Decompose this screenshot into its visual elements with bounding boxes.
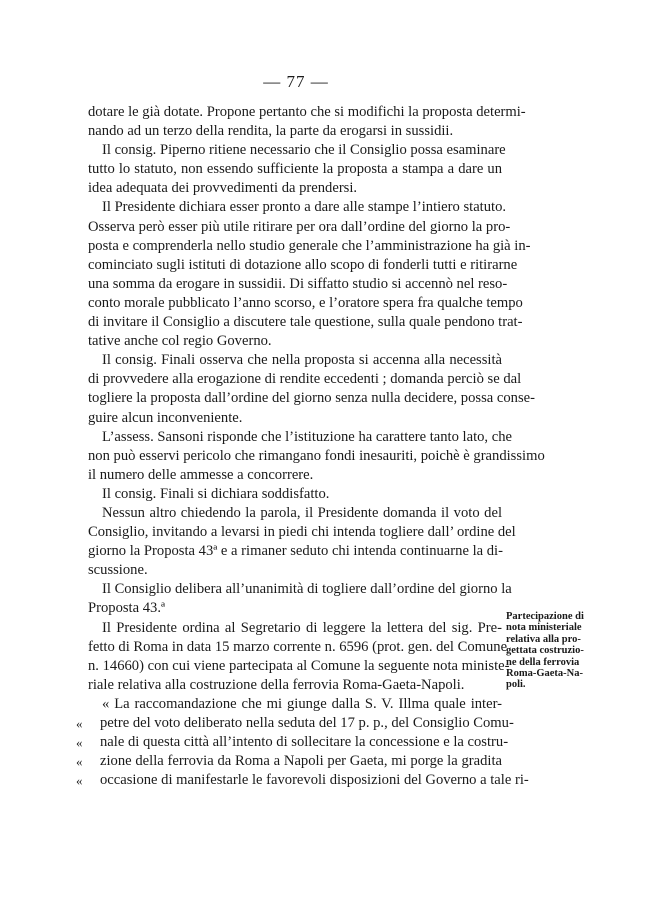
text-line: tative anche col regio Governo. [88, 333, 272, 350]
text-line [76, 714, 514, 733]
quote-mark: « [76, 754, 83, 770]
text-line: non può esservi pericolo che rimangano fondi inesauriti, poichè è grandissimo [88, 447, 545, 464]
text-line: fetto di Roma in data 15 marzo corrente n. 6596 (prot. gen. del Comune [88, 638, 508, 655]
text-line: L’assess. Sansoni risponde che l’istituzione ha carattere tanto lato, che [102, 428, 512, 445]
text-line: n. 14660) con cui viene partecipata al Comune la seguente nota ministe- [88, 657, 510, 674]
text-line: posta e comprenderla nello studio generale che l’amministrazione ha già in- [88, 237, 531, 254]
margin-note-line: poli. [506, 679, 526, 691]
text-line: nando ad un terzo della rendita, la parte da erogarsi in sussidii. [88, 123, 454, 140]
margin-note-line: Roma-Gaeta-Na- [506, 668, 583, 680]
quote-line-text: occasione di manifestarle le favorevoli disposizioni del Governo a tale ri- [100, 772, 529, 789]
text-line: il numero delle ammesse a concorrere. [88, 466, 314, 483]
text-line: togliere la proposta dall’ordine del giorno senza nulla decidere, possa conse- [88, 390, 535, 407]
text-line: idea adequata dei provvedimenti da prendersi. [88, 180, 358, 197]
margin-note-line: nota ministeriale [506, 622, 582, 634]
quote-line-text: petre del voto deliberato nella seduta del 17 p. p., del Consiglio Comu- [100, 715, 514, 731]
quote-mark: « [76, 735, 83, 751]
text-line: di provvedere alla erogazione di rendite eccedenti ; domanda perciò se dal [88, 371, 522, 388]
margin-note [506, 611, 606, 691]
margin-note-line: gettata costruzio- [506, 645, 584, 657]
text-line: conto morale pubblicato l’anno scorso, e l’oratore spera fra qualche tempo [88, 294, 523, 311]
text-line: tutto lo statuto, non essendo sufficiente la proposta a stampa a dare un [88, 161, 502, 178]
margin-note-line: ne della ferrovia [506, 656, 580, 668]
text-line: Proposta 43.ª [88, 600, 165, 617]
text-line: Il consig. Finali si dichiara soddisfatto. [102, 485, 330, 502]
text-line: Il consig. Finali osserva che nella proposta si accenna alla necessità [102, 352, 502, 369]
text-line [76, 733, 509, 752]
text-line: di invitare il Consiglio a discutere tale questione, sulla quale pendono trat- [88, 314, 523, 331]
margin-note-line: relativa alla pro- [506, 633, 581, 645]
quote-line-text: zione della ferrovia da Roma a Napoli per Gaeta, mi porge la gradita [100, 753, 502, 770]
text-line: Il consig. Piperno ritiene necessario che il Consiglio possa esaminare [102, 142, 506, 159]
text-line: guire alcun inconveniente. [88, 409, 243, 426]
quote-mark: « [76, 716, 83, 731]
text-line: Il Consiglio delibera all’unanimità di togliere dall’ordine del giorno la [102, 581, 512, 598]
text-line: scussione. [88, 562, 148, 579]
text-line [76, 752, 502, 771]
text-line: Consiglio, invitando a levarsi in piedi chi intenda togliere dall’ ordine del [88, 524, 516, 541]
text-line: Osserva però esser più utile ritirare per ora dall’ordine del giorno la pro- [88, 218, 511, 235]
text-line: Il Presidente dichiara esser pronto a dare alle stampe l’intiero statuto. [102, 199, 507, 216]
text-line: giorno la Proposta 43ª e a rimaner seduto chi intenda continuarne la di- [88, 543, 503, 560]
text-line: Il Presidente ordina al Segretario di leggere la lettera del sig. Pre- [102, 619, 502, 636]
quote-line-text: nale di questa città all’intento di sollecitare la concessione e la costru- [100, 734, 509, 751]
text-line: cominciato sugli istituti di dotazione allo scopo di fonderli tutti e ritirarne [88, 256, 518, 273]
text-line: Nessun altro chiedendo la parola, il Presidente domanda il voto del [102, 504, 502, 521]
text-line: riale relativa alla costruzione della ferrovia Roma-Gaeta-Napoli. [88, 676, 465, 693]
page-number: — 77 — [263, 72, 329, 91]
text-line: « La raccomandazione che mi giunge dalla S. V. Illma quale inter- [102, 695, 502, 712]
text-line: una somma da erogare in sussidii. Di siffatto studio si accennò nel reso- [88, 275, 508, 292]
text-line [76, 771, 529, 790]
margin-note-line: Partecipazione di [506, 611, 584, 622]
text-line: dotare le già dotate. Propone pertanto che si modifichi la proposta determi- [88, 104, 526, 120]
quote-mark: « [76, 773, 83, 789]
